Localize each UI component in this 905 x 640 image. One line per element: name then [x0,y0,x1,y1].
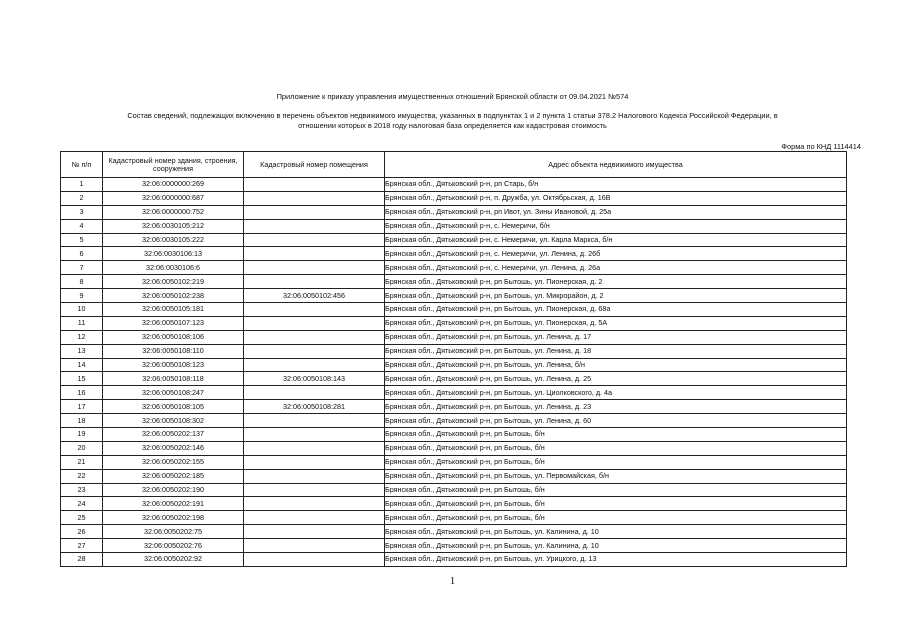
row-number-cell: 21 [61,455,103,469]
premises-cadastral-cell [244,525,385,539]
address-cell: Брянская обл., Дятьковский р-н, рп Бытошь, ул. Циолковского, д. 4а [385,386,847,400]
building-cadastral-cell: 32:06:0050108:118 [103,372,244,386]
table-row [61,219,847,233]
premises-cadastral-cell [244,428,385,442]
property-table [60,151,847,567]
table-row [61,289,847,303]
premises-cadastral-cell [244,414,385,428]
building-cadastral-cell: 32:06:0000000:269 [103,178,244,192]
building-cadastral-cell: 32:06:0050202:92 [103,553,244,567]
row-number-cell: 18 [61,414,103,428]
address-cell: Брянская обл., Дятьковский р-н, рп Бытошь, ул. Пионерская, д. 5А [385,316,847,330]
table-row [61,316,847,330]
row-number-cell: 19 [61,428,103,442]
row-number-cell: 1 [61,178,103,192]
row-number-cell: 8 [61,275,103,289]
row-number-cell: 17 [61,400,103,414]
building-cadastral-cell: 32:06:0000000:687 [103,191,244,205]
column-header-address: Адрес объекта недвижимого имущества [385,152,847,178]
address-cell: Брянская обл., Дятьковский р-н, рп Бытошь, ул. Калинина, д. 10 [385,539,847,553]
building-cadastral-cell: 32:06:0050202:137 [103,428,244,442]
row-number-cell: 28 [61,553,103,567]
premises-cadastral-cell [244,233,385,247]
building-cadastral-cell: 32:06:0050202:155 [103,455,244,469]
building-cadastral-cell: 32:06:0050108:302 [103,414,244,428]
table-row [61,372,847,386]
premises-cadastral-cell [244,219,385,233]
building-cadastral-cell: 32:06:0030106:13 [103,247,244,261]
building-cadastral-cell: 32:06:0050108:110 [103,344,244,358]
table-row [61,511,847,525]
row-number-cell: 14 [61,358,103,372]
premises-cadastral-cell [244,316,385,330]
table-row [61,525,847,539]
address-cell: Брянская обл., Дятьковский р-н, рп Бытошь, ул. Пионерская, д. 2 [385,275,847,289]
premises-cadastral-cell [244,539,385,553]
premises-cadastral-cell [244,191,385,205]
table-row [61,303,847,317]
row-number-cell: 6 [61,247,103,261]
row-number-cell: 9 [61,289,103,303]
table-row [61,247,847,261]
building-cadastral-cell: 32:06:0050108:247 [103,386,244,400]
address-cell: Брянская обл., Дятьковский р-н, с. Немеричи, б/н [385,219,847,233]
address-cell: Брянская обл., Дятьковский р-н, с. Немеричи, ул. Ленина, д. 26а [385,261,847,275]
table-header-row [61,152,847,178]
building-cadastral-cell: 32:06:0050105:181 [103,303,244,317]
premises-cadastral-cell [244,344,385,358]
table-row [61,539,847,553]
page-number: 1 [449,575,456,587]
address-cell: Брянская обл., Дятьковский р-н, рп Старь, б/н [385,178,847,192]
address-cell: Брянская обл., Дятьковский р-н, с. Немеричи, ул. Ленина, д. 26б [385,247,847,261]
table-row [61,261,847,275]
document-description-line-1: Состав сведений, подлежащих включению в перечень объектов недвижимого имущества, указанных в подпунктах 1 и 2 пункта 1 статьи 378.2 Налогового Кодекса Российской Федерации, в [127,111,778,120]
address-cell: Брянская обл., Дятьковский р-н, рп Бытошь, ул. Ленина, д. 23 [385,400,847,414]
row-number-cell: 25 [61,511,103,525]
premises-cadastral-cell [244,511,385,525]
address-cell: Брянская обл., Дятьковский р-н, рп Бытошь, ул. Ленина, д. 60 [385,414,847,428]
premises-cadastral-cell [244,441,385,455]
address-cell: Брянская обл., Дятьковский р-н, рп Бытошь, ул. Ленина, д. 18 [385,344,847,358]
address-cell: Брянская обл., Дятьковский р-н, рп Бытошь, б/н [385,483,847,497]
row-number-cell: 20 [61,441,103,455]
table-row [61,400,847,414]
table-row [61,441,847,455]
building-cadastral-cell: 32:06:0050202:75 [103,525,244,539]
address-cell: Брянская обл., Дятьковский р-н, рп Бытошь, б/н [385,455,847,469]
address-cell: Брянская обл., Дятьковский р-н, рп Бытошь, ул. Ленина, б/н [385,358,847,372]
table-row [61,483,847,497]
premises-cadastral-cell [244,469,385,483]
row-number-cell: 24 [61,497,103,511]
building-cadastral-cell: 32:06:0050102:219 [103,275,244,289]
row-number-cell: 12 [61,330,103,344]
building-cadastral-cell: 32:06:0050108:105 [103,400,244,414]
building-cadastral-cell: 32:06:0000000:752 [103,205,244,219]
premises-cadastral-cell [244,205,385,219]
premises-cadastral-cell [244,553,385,567]
building-cadastral-cell: 32:06:0050107:123 [103,316,244,330]
premises-cadastral-cell [244,275,385,289]
table-row [61,414,847,428]
address-cell: Брянская обл., Дятьковский р-н, рп Бытошь, ул. Микрорайон, д. 2 [385,289,847,303]
column-header-number: № п/п [61,152,103,178]
address-cell: Брянская обл., Дятьковский р-н, п. Дружба, ул. Октябрьская, д. 16В [385,191,847,205]
premises-cadastral-cell: 32:06:0050108:143 [244,372,385,386]
premises-cadastral-cell [244,303,385,317]
row-number-cell: 3 [61,205,103,219]
table-row [61,344,847,358]
address-cell: Брянская обл., Дятьковский р-н, рп Бытошь, ул. Ленина, д. 25 [385,372,847,386]
document-description-line-2: отношении которых в 2018 году налоговая база определяется как кадастровая стоимость [298,121,607,130]
table-row [61,497,847,511]
table-row [61,455,847,469]
row-number-cell: 7 [61,261,103,275]
premises-cadastral-cell [244,483,385,497]
table-row [61,275,847,289]
premises-cadastral-cell [244,455,385,469]
column-header-building-cadastral: Кадастровый номер здания, строения, сооружения [103,152,244,178]
premises-cadastral-cell [244,386,385,400]
table-row [61,553,847,567]
building-cadastral-cell: 32:06:0050108:106 [103,330,244,344]
row-number-cell: 5 [61,233,103,247]
building-cadastral-cell: 32:06:0050202:190 [103,483,244,497]
building-cadastral-cell: 32:06:0050202:146 [103,441,244,455]
table-body [61,178,847,567]
building-cadastral-cell: 32:06:0050202:185 [103,469,244,483]
building-cadastral-cell: 32:06:0030106:6 [103,261,244,275]
address-cell: Брянская обл., Дятьковский р-н, рп Бытошь, ул. Ленина, д. 17 [385,330,847,344]
row-number-cell: 13 [61,344,103,358]
address-cell: Брянская обл., Дятьковский р-н, с. Немеричи, ул. Карла Маркса, б/н [385,233,847,247]
table-header [61,152,847,178]
table-row [61,428,847,442]
row-number-cell: 16 [61,386,103,400]
column-header-premises-cadastral: Кадастровый номер помещения [244,152,385,178]
row-number-cell: 27 [61,539,103,553]
table-row [61,330,847,344]
building-cadastral-cell: 32:06:0050108:123 [103,358,244,372]
address-cell: Брянская обл., Дятьковский р-н, рп Ивот, ул. Зины Ивановой, д. 25а [385,205,847,219]
building-cadastral-cell: 32:06:0030105:222 [103,233,244,247]
premises-cadastral-cell [244,261,385,275]
table-row [61,233,847,247]
premises-cadastral-cell [244,497,385,511]
table-row [61,205,847,219]
premises-cadastral-cell [244,358,385,372]
table-row [61,358,847,372]
row-number-cell: 10 [61,303,103,317]
row-number-cell: 11 [61,316,103,330]
address-cell: Брянская обл., Дятьковский р-н, рп Бытошь, б/н [385,511,847,525]
table-row [61,191,847,205]
row-number-cell: 23 [61,483,103,497]
row-number-cell: 2 [61,191,103,205]
address-cell: Брянская обл., Дятьковский р-н, рп Бытошь, ул. Калинина, д. 10 [385,525,847,539]
address-cell: Брянская обл., Дятьковский р-н, рп Бытошь, б/н [385,497,847,511]
building-cadastral-cell: 32:06:0050102:238 [103,289,244,303]
form-code: Форма по КНД 1114414 [781,142,861,151]
premises-cadastral-cell: 32:06:0050102:456 [244,289,385,303]
row-number-cell: 22 [61,469,103,483]
document-title: Приложение к приказу управления имущественных отношений Брянской области от 09.04.2021 №574 [276,92,629,101]
premises-cadastral-cell [244,178,385,192]
building-cadastral-cell: 32:06:0050202:191 [103,497,244,511]
address-cell: Брянская обл., Дятьковский р-н, рп Бытошь, ул. Пионерская, д. 68а [385,303,847,317]
table-row [61,386,847,400]
building-cadastral-cell: 32:06:0030105:212 [103,219,244,233]
address-cell: Брянская обл., Дятьковский р-н, рп Бытошь, б/н [385,428,847,442]
row-number-cell: 4 [61,219,103,233]
premises-cadastral-cell [244,330,385,344]
building-cadastral-cell: 32:06:0050202:198 [103,511,244,525]
premises-cadastral-cell [244,247,385,261]
premises-cadastral-cell: 32:06:0050108:281 [244,400,385,414]
row-number-cell: 15 [61,372,103,386]
address-cell: Брянская обл., Дятьковский р-н, рп Бытошь, ул. Первомайская, б/н [385,469,847,483]
row-number-cell: 26 [61,525,103,539]
address-cell: Брянская обл., Дятьковский р-н, рп Бытошь, б/н [385,441,847,455]
table-row [61,178,847,192]
table-row [61,469,847,483]
address-cell: Брянская обл., Дятьковский р-н, рп Бытошь, ул. Урицкого, д. 13 [385,553,847,567]
building-cadastral-cell: 32:06:0050202:76 [103,539,244,553]
